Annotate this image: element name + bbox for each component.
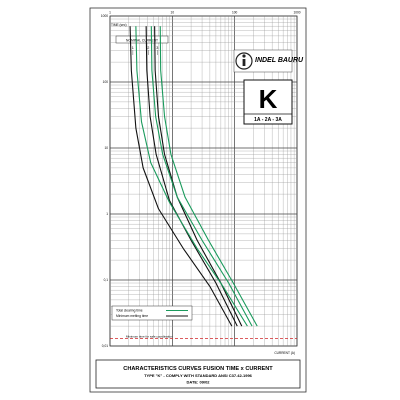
title-block <box>96 360 300 388</box>
chart-date: DATE: 09/02 <box>186 379 210 385</box>
legend-item-minimum-melting: Minimum melting time <box>116 314 149 318</box>
x-tick-label: 10 <box>170 10 175 15</box>
logo-emblem-bar <box>243 59 246 66</box>
y-tick-label: 0,01 <box>101 344 108 349</box>
y-tick-label: 100 <box>102 80 108 85</box>
nominal-marker-2: 2 <box>147 46 150 50</box>
chart-title: CHARACTERISTICS CURVES FUSION TIME x CURRENT <box>123 366 273 372</box>
x-tick-label: 1000 <box>293 10 301 15</box>
logo-emblem-dot <box>242 54 245 57</box>
y-tick-label: 1 <box>106 212 108 217</box>
brand-name: INDEL BAURU <box>255 57 304 64</box>
y-axis-label: TIME (sec) <box>111 23 127 27</box>
x-tick-label: 1 <box>109 10 111 15</box>
nominal-marker-1: 1 <box>131 46 134 50</box>
legend-item-total-clearing: Total clearing time <box>116 308 143 313</box>
legend <box>112 306 192 320</box>
x-axis-label: CURRENT (A) <box>274 351 295 355</box>
nominal-marker-3: 3 <box>156 46 159 50</box>
y-tick-label: 0,1 <box>103 278 108 283</box>
rating-letter: K <box>258 84 278 114</box>
nominal-current-label: NOMINAL CURRENT <box>126 38 158 43</box>
reference-line-label: Minimum time for safe coordination <box>126 334 173 339</box>
x-tick-label: 100 <box>232 10 238 15</box>
y-tick-label: 10 <box>104 146 108 151</box>
rating-range: 1A - 2A - 3A <box>254 117 282 123</box>
fuse-rating-box <box>244 80 292 124</box>
chart-subtitle: TYPE "K" - COMPLY WITH STANDARD ANSI C37.42-1996 <box>144 373 252 378</box>
y-tick-label: 1000 <box>100 14 108 19</box>
